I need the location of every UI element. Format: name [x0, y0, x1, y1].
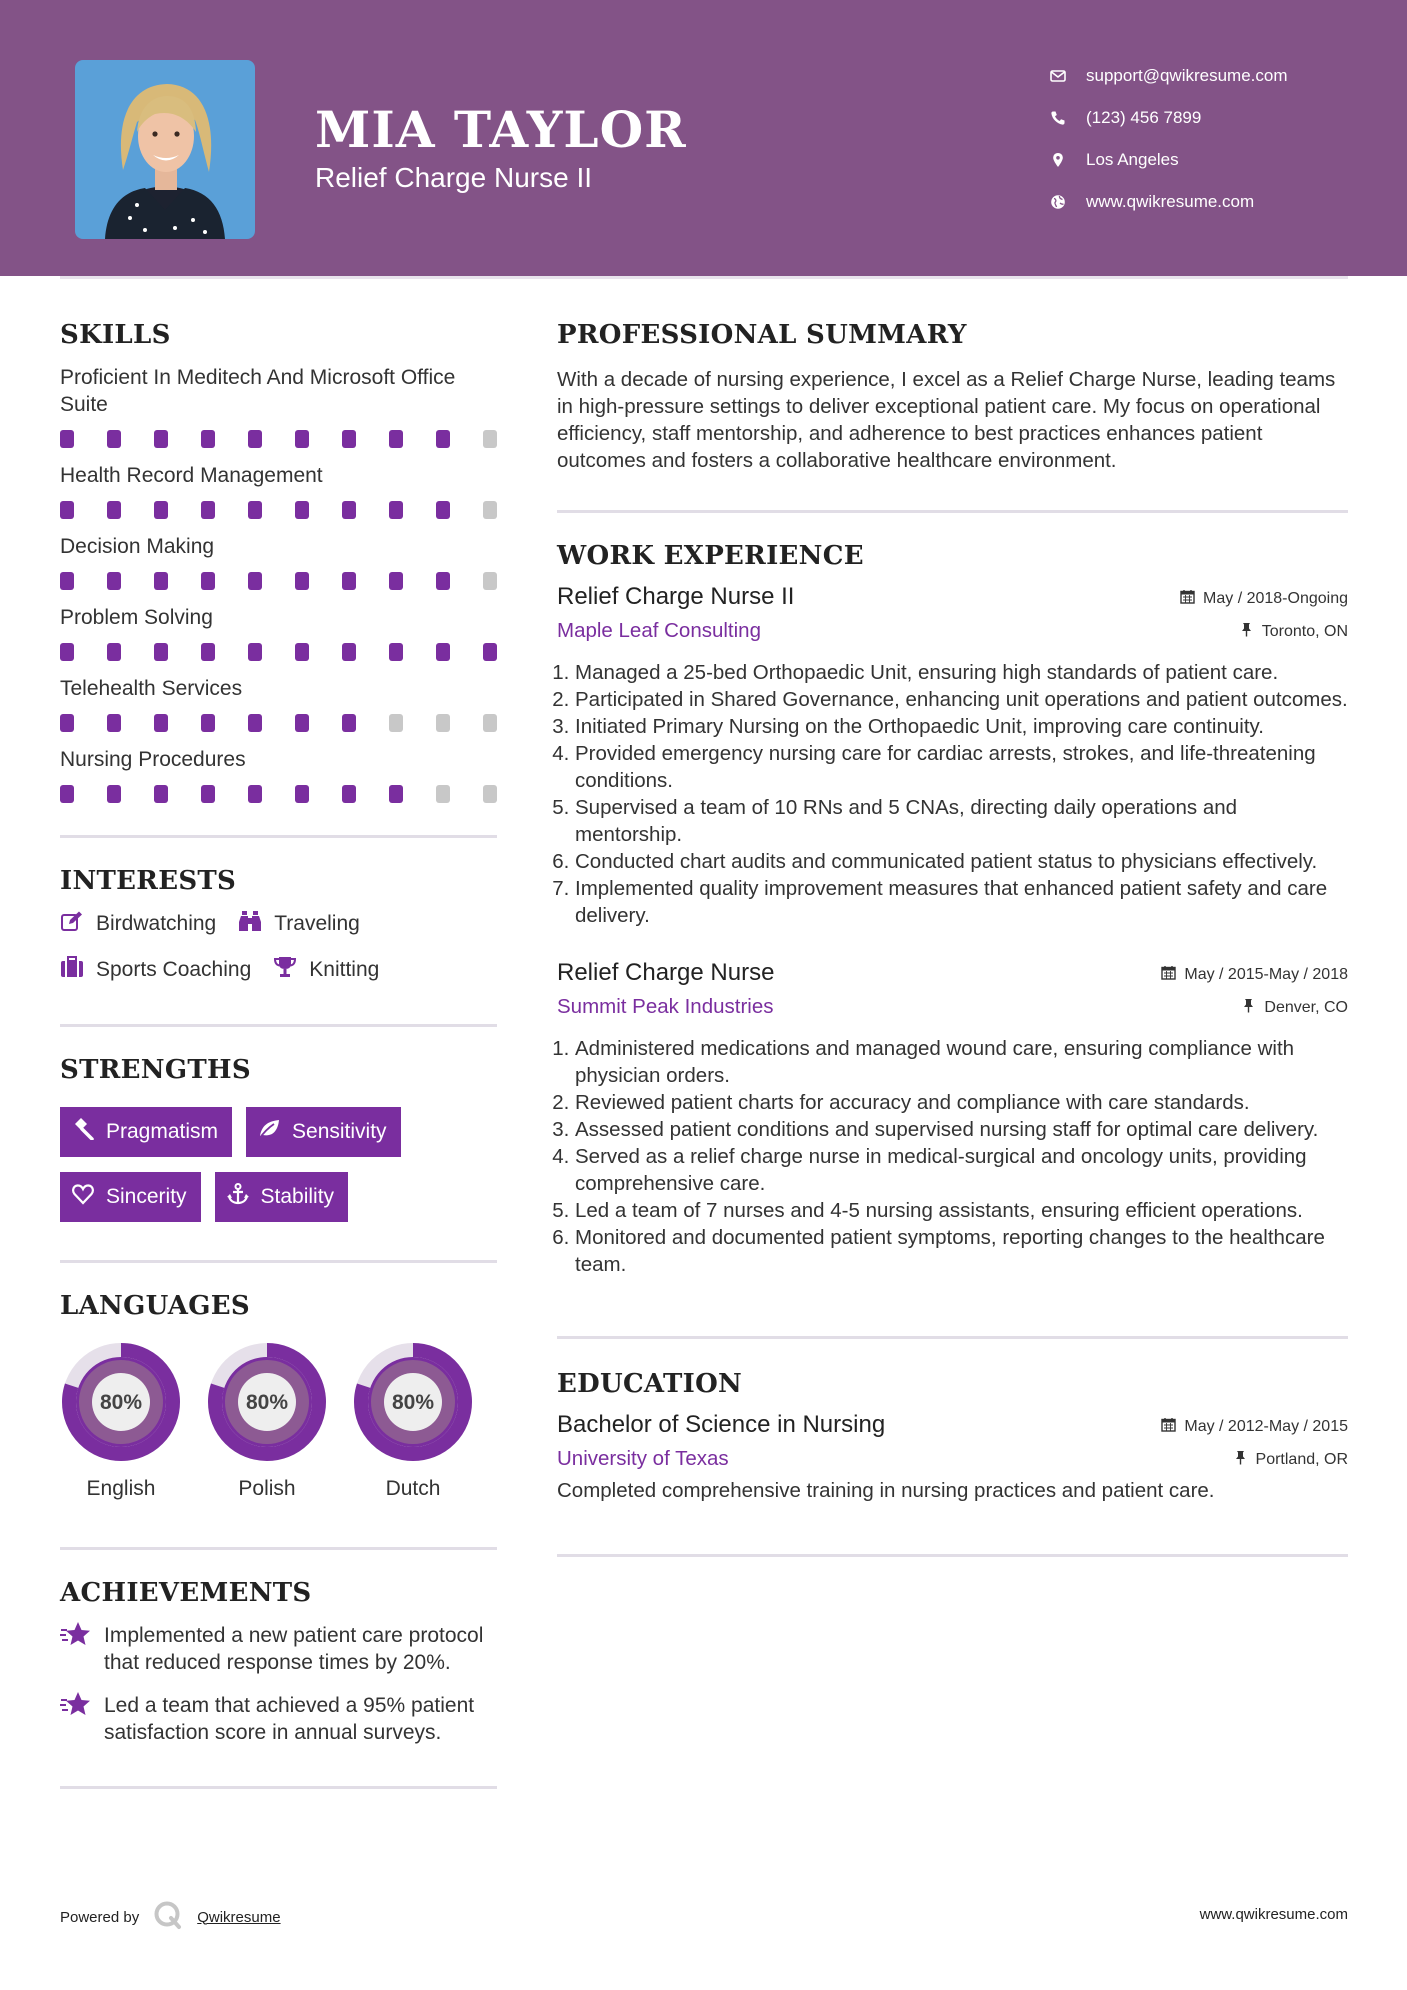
rating-dot-filled — [248, 430, 262, 448]
binoculars-icon — [238, 910, 274, 938]
job-bullet: 6. Conducted chart audits and communicated patient status to physicians effectively. — [575, 848, 1348, 875]
job-bullet: 7. Implemented quality improvement measures that enhanced patient safety and care delivery. — [575, 875, 1348, 929]
education-head — [557, 1411, 1348, 1439]
strength-chip — [246, 1107, 401, 1157]
job-head — [557, 959, 1348, 987]
calendar-icon — [1161, 965, 1184, 985]
skill-item — [60, 746, 497, 803]
section-divider — [60, 835, 497, 838]
skill-item — [60, 604, 497, 661]
job-sub — [557, 619, 1348, 643]
location-text: Denver, CO — [1264, 999, 1348, 1016]
right-column — [557, 320, 1348, 1557]
section-divider — [60, 1786, 497, 1789]
rating-dot-filled — [201, 430, 215, 448]
trophy-icon — [273, 956, 309, 984]
skill-item — [60, 462, 497, 519]
briefcase-icon — [60, 956, 96, 984]
language-percent: 80% — [99, 1391, 143, 1414]
rating-dot-filled — [154, 785, 168, 803]
job-title: Relief Charge Nurse — [557, 959, 775, 986]
rating-dot-filled — [107, 714, 121, 732]
dates-text: May / 2012-May / 2015 — [1184, 1418, 1348, 1435]
languages-section — [60, 1291, 497, 1501]
job-bullet: 3. Assessed patient conditions and supervised nursing staff for optimal care delivery. — [575, 1116, 1348, 1143]
pushpin-icon — [1241, 998, 1264, 1018]
section-title: EDUCATION — [557, 1369, 743, 1399]
company-name: Maple Leaf Consulting — [557, 619, 761, 642]
skill-name: Problem Solving — [60, 606, 213, 629]
rating-dot-filled — [389, 430, 403, 448]
rating-dot-filled — [295, 643, 309, 661]
anchor-icon — [227, 1183, 261, 1211]
star-icon — [60, 1692, 104, 1746]
skill-rating — [60, 714, 497, 732]
education-section — [557, 1369, 1348, 1504]
contact-text: (123) 456 7899 — [1086, 108, 1202, 127]
job-bullets — [557, 659, 1348, 929]
header-divider — [60, 276, 1348, 279]
strength-chip — [60, 1172, 201, 1222]
rating-dot-filled — [154, 714, 168, 732]
job-entry — [557, 959, 1348, 1278]
contact-location — [1050, 139, 1380, 181]
rating-dot-filled — [248, 785, 262, 803]
skill-rating — [60, 785, 497, 803]
rating-dot-filled — [154, 501, 168, 519]
leaf-icon — [258, 1118, 292, 1146]
achievement-text: Implemented a new patient care protocol that reduced response times by 20%. — [104, 1624, 484, 1674]
pushpin-icon — [1233, 1450, 1256, 1470]
summary-text: With a decade of nursing experience, I excel as a Relief Charge Nurse, leading teams in high-pressure settings to deliver exceptional patient care. My focus on operational efficiency, staff mentorship, and adherence to best practices enhances patient outcomes and fosters a collaborative healthcare environment. — [557, 368, 1336, 472]
skill-rating — [60, 572, 497, 590]
skill-name: Telehealth Services — [60, 677, 243, 700]
star-icon — [60, 1622, 104, 1676]
footer-website[interactable]: www.qwikresume.com — [1199, 1906, 1348, 1923]
education-description: Completed comprehensive training in nursing practices and patient care. — [557, 1479, 1215, 1502]
interest-item — [273, 956, 379, 984]
rating-dot-filled — [295, 714, 309, 732]
dates-text: May / 2018-Ongoing — [1203, 590, 1348, 607]
job-bullet: 5. Supervised a team of 10 RNs and 5 CNAs, directing daily operations and mentorship. — [575, 794, 1348, 848]
rating-dot-filled — [60, 785, 74, 803]
rating-dot-filled — [295, 501, 309, 519]
job-bullet: 5. Led a team of 7 nurses and 4-5 nursing assistants, ensuring efficient operations. — [575, 1197, 1348, 1224]
brand-link[interactable]: Qwikresume — [197, 1908, 281, 1926]
rating-dot-filled — [389, 643, 403, 661]
envelope-icon — [1050, 68, 1086, 84]
section-divider — [557, 510, 1348, 513]
job-location — [1241, 998, 1348, 1018]
rating-dot-filled — [342, 785, 356, 803]
interest-label: Birdwatching — [96, 912, 217, 935]
skills-list — [60, 364, 497, 803]
language-ring — [206, 1341, 328, 1463]
contact-text: www.qwikresume.com — [1086, 192, 1255, 211]
contact-website[interactable] — [1050, 181, 1380, 223]
job-entry — [557, 583, 1348, 929]
skill-name: Decision Making — [60, 535, 215, 558]
job-dates — [1180, 589, 1348, 609]
job-location — [1239, 622, 1348, 642]
skill-item — [60, 364, 497, 448]
job-bullet: 1. Managed a 25-bed Orthopaedic Unit, ensuring high standards of patient care. — [575, 659, 1348, 686]
rating-dot-filled — [201, 643, 215, 661]
language-name: English — [86, 1477, 156, 1500]
rating-dot-filled — [342, 501, 356, 519]
rating-dot-filled — [436, 430, 450, 448]
heart-icon — [72, 1183, 106, 1211]
strength-label: Sensitivity — [292, 1120, 387, 1143]
achievement-item — [60, 1692, 497, 1746]
education-dates — [1161, 1417, 1348, 1437]
education-sub — [557, 1447, 1348, 1471]
section-title: WORK EXPERIENCE — [557, 541, 864, 571]
skill-name: Health Record Management — [60, 464, 323, 487]
strength-label: Pragmatism — [106, 1120, 219, 1143]
strength-label: Stability — [260, 1185, 335, 1208]
rating-dot-filled — [389, 572, 403, 590]
job-dates — [1161, 965, 1348, 985]
section-divider — [557, 1336, 1348, 1339]
section-divider — [60, 1260, 497, 1263]
rating-dot-filled — [436, 643, 450, 661]
section-title: INTERESTS — [60, 866, 237, 896]
rating-dot-filled — [248, 572, 262, 590]
left-column — [60, 320, 497, 1789]
rating-dot-filled — [483, 643, 497, 661]
achievement-item — [60, 1622, 497, 1676]
achievement-text: Led a team that achieved a 95% patient satisfaction score in annual surveys. — [104, 1694, 475, 1744]
achievements-section — [60, 1578, 497, 1746]
job-bullet: 2. Reviewed patient charts for accuracy and compliance with care standards. — [575, 1089, 1348, 1116]
section-divider — [557, 1554, 1348, 1557]
candidate-title: Relief Charge Nurse II — [315, 162, 593, 193]
strengths-section — [60, 1055, 497, 1222]
rating-dot-filled — [107, 572, 121, 590]
language-ring — [60, 1341, 182, 1463]
rating-dot-filled — [107, 643, 121, 661]
skill-name: Proficient In Meditech And Microsoft Office Suite — [60, 366, 456, 416]
rating-dot-filled — [201, 501, 215, 519]
education-location — [1233, 1450, 1348, 1470]
rating-dot-empty — [436, 785, 450, 803]
section-divider — [60, 1024, 497, 1027]
skill-rating — [60, 430, 497, 448]
location-text: Portland, OR — [1255, 1451, 1348, 1468]
rating-dot-filled — [436, 501, 450, 519]
rating-dot-empty — [483, 785, 497, 803]
rating-dot-empty — [436, 714, 450, 732]
summary-section — [557, 320, 1348, 474]
interest-label: Traveling — [274, 912, 360, 935]
languages-list — [60, 1341, 497, 1501]
skills-section — [60, 320, 497, 803]
rating-dot-filled — [154, 430, 168, 448]
qwikresume-logo-icon — [139, 1900, 197, 1934]
candidate-name: MIA TAYLOR — [315, 100, 687, 159]
language-ring — [352, 1341, 474, 1463]
section-title: ACHIEVEMENTS — [60, 1578, 312, 1608]
interest-label: Knitting — [309, 958, 380, 981]
rating-dot-filled — [248, 714, 262, 732]
contact-email[interactable] — [1050, 55, 1380, 97]
globe-icon — [1050, 194, 1086, 210]
degree-title: Bachelor of Science in Nursing — [557, 1411, 886, 1438]
interest-label: Sports Coaching — [96, 958, 252, 981]
skill-rating — [60, 501, 497, 519]
section-title: STRENGTHS — [60, 1055, 251, 1085]
job-bullet: 1. Administered medications and managed wound care, ensuring compliance with physician orders. — [575, 1035, 1348, 1089]
rating-dot-filled — [201, 785, 215, 803]
rating-dot-empty — [483, 572, 497, 590]
rating-dot-filled — [107, 501, 121, 519]
rating-dot-filled — [107, 785, 121, 803]
rating-dot-filled — [201, 572, 215, 590]
resume-header — [0, 0, 1407, 276]
profile-photo — [75, 60, 255, 239]
rating-dot-filled — [389, 785, 403, 803]
language-item — [352, 1341, 474, 1501]
rating-dot-filled — [201, 714, 215, 732]
rating-dot-filled — [389, 501, 403, 519]
pushpin-icon — [1239, 622, 1262, 642]
section-divider — [60, 1547, 497, 1550]
language-percent: 80% — [391, 1391, 435, 1414]
language-item — [60, 1341, 182, 1501]
interest-item — [60, 956, 251, 984]
strengths-list — [60, 1107, 497, 1222]
rating-dot-filled — [248, 501, 262, 519]
rating-dot-filled — [342, 643, 356, 661]
contact-list — [1050, 55, 1380, 223]
section-title: PROFESSIONAL SUMMARY — [557, 320, 967, 350]
jobs-list — [557, 583, 1348, 1278]
interests-section — [60, 866, 497, 984]
rating-dot-empty — [389, 714, 403, 732]
rating-dot-filled — [60, 430, 74, 448]
rating-dot-filled — [60, 714, 74, 732]
rating-dot-filled — [154, 572, 168, 590]
rating-dot-empty — [483, 430, 497, 448]
location-text: Toronto, ON — [1261, 623, 1348, 640]
rating-dot-filled — [295, 430, 309, 448]
language-percent: 80% — [245, 1391, 289, 1414]
interest-item — [238, 910, 360, 938]
contact-text: Los Angeles — [1086, 150, 1179, 169]
section-title: SKILLS — [60, 320, 171, 350]
powered-by-label: Powered by — [60, 1908, 140, 1926]
school-name: University of Texas — [557, 1447, 729, 1470]
footer-powered-by — [60, 1900, 281, 1934]
strength-chip — [215, 1172, 349, 1222]
edit-icon — [60, 910, 96, 938]
dates-text: May / 2015-May / 2018 — [1184, 966, 1348, 983]
language-item — [206, 1341, 328, 1501]
rating-dot-filled — [342, 572, 356, 590]
interests-list — [60, 910, 497, 984]
skill-item — [60, 675, 497, 732]
job-bullet: 2. Participated in Shared Governance, enhancing unit operations and patient outcomes. — [575, 686, 1348, 713]
calendar-icon — [1180, 589, 1203, 609]
job-bullet: 3. Initiated Primary Nursing on the Orthopaedic Unit, improving care continuity. — [575, 713, 1348, 740]
job-bullets — [557, 1035, 1348, 1278]
job-title: Relief Charge Nurse II — [557, 583, 795, 610]
rating-dot-filled — [436, 572, 450, 590]
company-name: Summit Peak Industries — [557, 995, 774, 1018]
strength-chip — [60, 1107, 232, 1157]
language-name: Dutch — [385, 1477, 441, 1500]
contact-text: support@qwikresume.com — [1086, 66, 1288, 85]
job-bullet: 4. Provided emergency nursing care for cardiac arrests, strokes, and life-threatening conditions. — [575, 740, 1348, 794]
rating-dot-filled — [60, 572, 74, 590]
rating-dot-empty — [483, 501, 497, 519]
skill-name: Nursing Procedures — [60, 748, 246, 771]
rating-dot-filled — [342, 430, 356, 448]
rating-dot-filled — [295, 572, 309, 590]
calendar-icon — [1161, 1417, 1184, 1437]
skill-rating — [60, 643, 497, 661]
strength-label: Sincerity — [106, 1185, 187, 1208]
contact-phone[interactable] — [1050, 97, 1380, 139]
rating-dot-filled — [342, 714, 356, 732]
rating-dot-filled — [60, 643, 74, 661]
rating-dot-filled — [248, 643, 262, 661]
rating-dot-empty — [483, 714, 497, 732]
interest-item — [60, 910, 216, 938]
job-bullet: 4. Served as a relief charge nurse in medical-surgical and oncology units, providing comprehensive care. — [575, 1143, 1348, 1197]
rating-dot-filled — [154, 643, 168, 661]
rating-dot-filled — [107, 430, 121, 448]
job-head — [557, 583, 1348, 611]
phone-icon — [1050, 110, 1086, 126]
skill-item — [60, 533, 497, 590]
rating-dot-filled — [60, 501, 74, 519]
language-name: Polish — [238, 1477, 296, 1500]
experience-section — [557, 541, 1348, 1278]
map-pin-icon — [1050, 152, 1086, 168]
rating-dot-filled — [295, 785, 309, 803]
section-title: LANGUAGES — [60, 1291, 250, 1321]
job-sub — [557, 995, 1348, 1019]
job-bullet: 6. Monitored and documented patient symptoms, reporting changes to the healthcare team. — [575, 1224, 1348, 1278]
gavel-icon — [72, 1118, 106, 1146]
